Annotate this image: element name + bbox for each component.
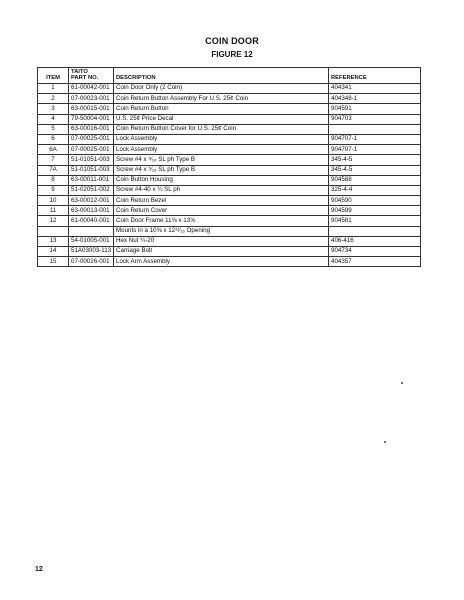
item-cell: 14 (38, 247, 69, 257)
part-number-cell: 63-00011-001 (69, 175, 114, 185)
table-row (38, 185, 421, 195)
parts-table-body (38, 84, 421, 267)
item-cell: 7 (38, 155, 69, 165)
table-row (38, 196, 421, 206)
part-number-cell (69, 226, 114, 236)
item-cell: 12 (38, 216, 69, 226)
description-cell: Screw #4 x ⁵⁄₁₆ SL ph Type B (114, 155, 329, 165)
item-cell: 8 (38, 175, 69, 185)
description-cell: Coin Button Housing (114, 175, 329, 185)
table-row (38, 206, 421, 216)
part-number-cell: 07-00025-001 (69, 134, 114, 144)
item-cell: 6A (38, 145, 69, 155)
table-row (38, 175, 421, 185)
item-cell: 10 (38, 196, 69, 206)
item-cell: 15 (38, 257, 69, 267)
reference-cell: 404348-1 (329, 94, 421, 104)
table-row (38, 145, 421, 155)
reference-cell: 404357 (329, 257, 421, 267)
reference-cell: 904591 (329, 104, 421, 114)
part-number-cell: 07-00025-001 (69, 145, 114, 155)
description-cell: Coin Return Button Cover for U.S. 25¢ Coin (114, 124, 329, 134)
reference-cell: 904581 (329, 216, 421, 226)
reference-cell: 904734 (329, 247, 421, 257)
reference-cell: 904588 (329, 175, 421, 185)
item-cell (38, 226, 69, 236)
part-number-cell: 79-50004-001 (69, 114, 114, 124)
table-row (38, 226, 421, 236)
header-reference: REFERENCE (329, 68, 421, 84)
reference-cell: 904707-1 (329, 134, 421, 144)
part-number-cell: 51-01051-003 (69, 165, 114, 175)
table-row (38, 257, 421, 267)
part-number-cell: 51-02051-002 (69, 185, 114, 195)
part-number-cell: 51A03003-113 (69, 247, 114, 257)
table-row (38, 216, 421, 226)
part-number-cell: 51-01051-003 (69, 155, 114, 165)
item-cell: 11 (38, 206, 69, 216)
reference-cell: 404341 (329, 84, 421, 94)
table-row (38, 94, 421, 104)
table-row (38, 247, 421, 257)
print-speck (401, 382, 403, 384)
page-number: 12 (35, 566, 43, 573)
part-number-cell: 63-00012-001 (69, 196, 114, 206)
description-cell: Coin Return Button (114, 104, 329, 114)
description-cell: Lock Assembly (114, 145, 329, 155)
description-cell: Coin Return Bezel (114, 196, 329, 206)
reference-cell (329, 124, 421, 134)
part-number-cell: 61-00042-001 (69, 84, 114, 94)
table-row (38, 165, 421, 175)
part-number-cell: 63-00015-001 (69, 104, 114, 114)
reference-cell: 904599 (329, 206, 421, 216)
header-part-no (69, 68, 114, 84)
header-description: DESCRIPTION (114, 68, 329, 84)
description-cell: Hex Nut ¼-20 (114, 236, 329, 246)
item-cell: 1 (38, 84, 69, 94)
description-cell: Lock Assembly (114, 134, 329, 144)
part-number-cell: 63-00016-001 (69, 124, 114, 134)
item-cell: 13 (38, 236, 69, 246)
reference-cell: 406-416 (329, 236, 421, 246)
item-cell: 6 (38, 134, 69, 144)
part-number-cell: 07-00023-001 (69, 94, 114, 104)
table-row (38, 134, 421, 144)
reference-cell (329, 226, 421, 236)
item-cell: 3 (38, 104, 69, 114)
description-cell: Screw #4-40 x ¼ SL ph (114, 185, 329, 195)
table-header-row (38, 68, 421, 84)
description-cell: U.S. 25¢ Price Decal (114, 114, 329, 124)
reference-cell: 904703 (329, 114, 421, 124)
figure-label: FIGURE 12 (211, 50, 253, 59)
part-number-cell: 61-00040-001 (69, 216, 114, 226)
description-cell: Coin Door Only (2 Coin) (114, 84, 329, 94)
table-row (38, 155, 421, 165)
description-cell: Lock Arm Assembly (114, 257, 329, 267)
item-cell: 4 (38, 114, 69, 124)
item-cell: 7A (38, 165, 69, 175)
print-speck (384, 441, 386, 443)
part-number-cell: 54-01005-001 (69, 236, 114, 246)
header-part-line2: PART NO. (71, 75, 99, 82)
reference-cell: 904707-1 (329, 145, 421, 155)
description-cell: Coin Return Button Assembly For U.S. 25¢ Coin (114, 94, 329, 104)
table-row (38, 104, 421, 114)
reference-cell: 345-4-5 (329, 155, 421, 165)
item-cell: 2 (38, 94, 69, 104)
reference-cell: 325-4-4 (329, 185, 421, 195)
parts-table (37, 67, 421, 267)
reference-cell: 345-4-5 (329, 165, 421, 175)
table-row (38, 124, 421, 134)
reference-cell: 904590 (329, 196, 421, 206)
table-row (38, 84, 421, 94)
description-cell: Coin Return Cover (114, 206, 329, 216)
part-number-cell: 07-00026-001 (69, 257, 114, 267)
header-item: ITEM (38, 68, 69, 84)
table-row (38, 114, 421, 124)
description-cell: Carriage Bolt (114, 247, 329, 257)
item-cell: 5 (38, 124, 69, 134)
description-cell: Coin Door Frame 11⅝ x 13⅝ (114, 216, 329, 226)
description-cell: Screw #4 x ⁵⁄₁₆ SL ph Type B (114, 165, 329, 175)
item-cell: 9 (38, 185, 69, 195)
part-number-cell: 63-00013-001 (69, 206, 114, 216)
page-title: COIN DOOR (205, 36, 259, 46)
header-part-line1: TAITO (71, 69, 88, 76)
description-cell: Mounts in a 10⅝ x 12¹¹⁄₁₆ Opening (114, 226, 329, 236)
table-row (38, 236, 421, 246)
